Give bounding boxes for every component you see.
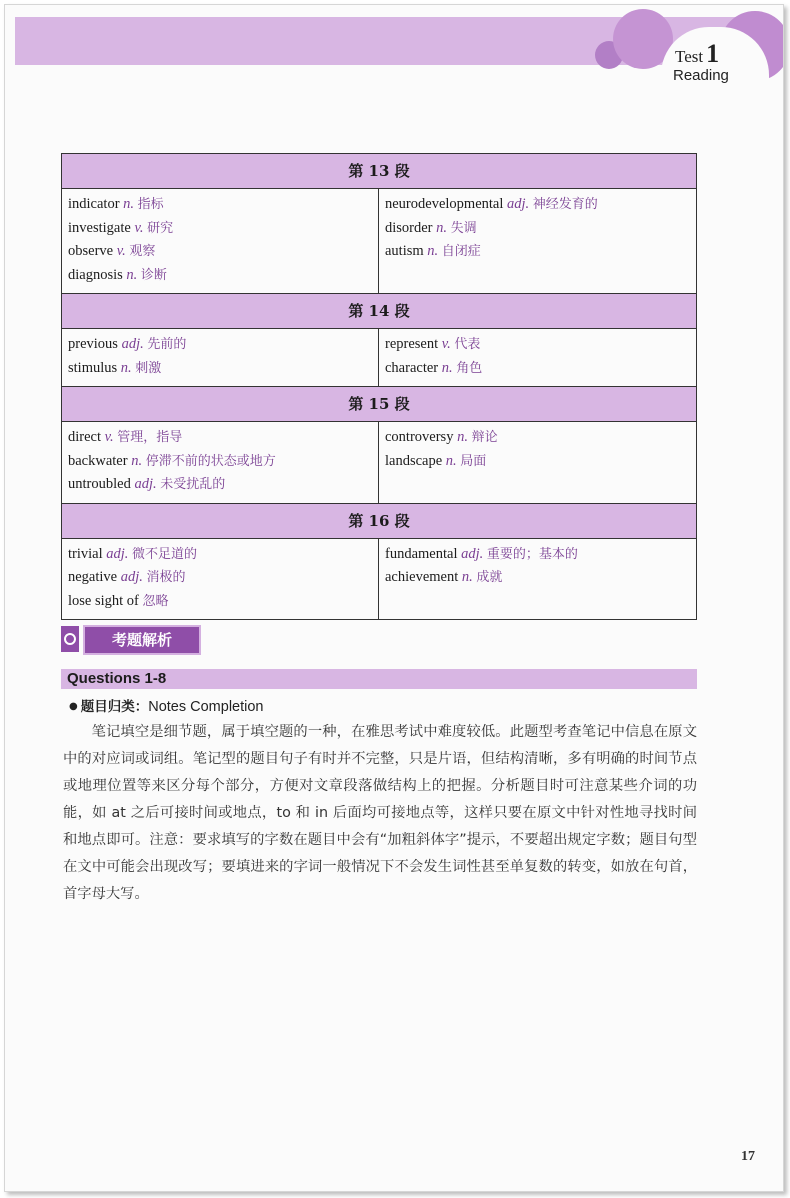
- vocab-meaning: 忽略: [142, 593, 169, 609]
- vocab-meaning: 管理，指导: [117, 430, 183, 445]
- vocab-meaning: 角色: [456, 360, 483, 376]
- vocab-meaning: 代表: [454, 337, 481, 352]
- vocab-entry: [68, 450, 372, 474]
- questions-heading: Questions 1-8: [61, 669, 697, 689]
- section-label: Reading: [673, 67, 729, 84]
- vocab-meaning: 自闭症: [441, 244, 481, 259]
- vocab-entry: [68, 590, 372, 614]
- vocab-word: negative: [68, 569, 121, 585]
- vocab-meaning: 未受扰乱的: [160, 477, 226, 492]
- analysis-paragraph: 笔记填空是细节题，属于填空题的一种，在雅思考试中难度较低。此题型考查笔记中信息在原文中的对应词或词组。笔记型的题目句子有时并不完整，只是片语，但结构清晰，多有明确的时间节点或地理位置等来区分每个部分，方便对文章段落做结构上的把握。分析题目时可注意某些介词的功能，如 at 之后可接时间或地点，to 和 in 后面均可接地点等，这样只要在原文中针对性地寻找时间和地点即可。注意：要求填写的字数在题目中会有“加粗斜体字”提示，不要超出规定字数；题目句型在文中可能会出现改写；要填进来的字词一般情况下不会发生词性甚至单复数的转变，如放在句首，首字母大写。: [63, 724, 697, 902]
- vocab-meaning: 研究: [147, 220, 174, 236]
- book-page: [4, 4, 784, 1192]
- test-word: Test: [675, 47, 704, 66]
- vocab-cell-left: [62, 329, 379, 387]
- vocab-cell-right: [379, 538, 697, 620]
- vocab-entry: [385, 357, 690, 381]
- vocab-part-of-speech: n.: [441, 359, 457, 376]
- vocab-word: direct: [68, 429, 105, 445]
- vocab-cell-left: [62, 422, 379, 504]
- circle-bullet-icon: [61, 626, 79, 652]
- vocab-part-of-speech: v.: [441, 336, 455, 352]
- vocab-meaning: 停滞不前的状态或地方: [145, 453, 276, 469]
- vocab-cell-right: [379, 189, 697, 294]
- vocab-part-of-speech: adj.: [134, 476, 161, 492]
- vocab-part-of-speech: n.: [123, 196, 138, 212]
- paragraph-heading: 第 13 段: [62, 154, 697, 189]
- vocab-word: neurodevelopmental: [385, 196, 507, 212]
- vocab-word: landscape: [385, 452, 446, 469]
- section-title: 考题解析: [83, 625, 201, 655]
- vocab-part-of-speech: adj.: [121, 336, 148, 352]
- vocab-meaning: 微不足道的: [132, 546, 198, 562]
- vocab-word: backwater: [68, 452, 132, 469]
- vocab-part-of-speech: n.: [457, 429, 472, 445]
- vocab-part-of-speech: n.: [436, 219, 451, 236]
- vocab-meaning: 指标: [137, 197, 164, 212]
- vocab-word: indicator: [68, 196, 124, 212]
- vocab-entry: [385, 193, 690, 217]
- vocab-entry: [385, 240, 690, 264]
- vocab-word: character: [385, 359, 442, 376]
- paragraph-heading: 第 15 段: [62, 387, 697, 422]
- vocab-entry: [68, 264, 372, 288]
- vocab-word: achievement: [385, 569, 462, 585]
- vocab-meaning: 失调: [450, 220, 477, 236]
- vocab-cell-right: [379, 329, 697, 387]
- vocab-meaning: 消极的: [146, 570, 186, 585]
- vocab-meaning: 辩论: [471, 430, 498, 445]
- vocab-word: controversy: [385, 429, 458, 445]
- vocab-entry: [385, 333, 690, 357]
- vocab-entry: [385, 566, 690, 590]
- bullet-icon: ●: [69, 701, 78, 712]
- vocab-meaning: 刺激: [135, 360, 162, 376]
- vocab-word: autism: [385, 243, 428, 259]
- vocab-entry: [68, 426, 372, 450]
- vocab-meaning: 成就: [476, 570, 503, 585]
- page-number: 17: [741, 1149, 755, 1164]
- vocab-meaning: 重要的；基本的: [486, 546, 578, 562]
- vocab-entry: [68, 193, 372, 217]
- vocab-cell-left: [62, 189, 379, 294]
- vocab-word: disorder: [385, 219, 437, 236]
- test-number: 1: [706, 39, 720, 68]
- vocab-meaning: 神经发育的: [532, 197, 598, 212]
- paragraph-heading: 第 14 段: [62, 294, 697, 329]
- vocab-part-of-speech: n.: [131, 452, 146, 469]
- vocab-entry: [68, 240, 372, 264]
- category-label: 题目归类：: [80, 699, 149, 715]
- vocab-entry: [68, 543, 372, 567]
- vocab-word: lose sight of: [68, 592, 143, 609]
- vocab-entry: [68, 566, 372, 590]
- vocab-word: diagnosis: [68, 266, 127, 283]
- vocab-part-of-speech: v.: [116, 243, 130, 259]
- vocab-part-of-speech: adj.: [461, 545, 487, 562]
- vocab-part-of-speech: n.: [427, 243, 442, 259]
- vocab-meaning: 诊断: [140, 267, 167, 283]
- vocab-entry: [68, 473, 372, 497]
- vocab-part-of-speech: adj.: [507, 196, 533, 212]
- vocab-meaning: 观察: [129, 244, 156, 259]
- vocab-word: untroubled: [68, 476, 135, 492]
- vocab-part-of-speech: v.: [104, 429, 118, 445]
- vocab-entry: [385, 217, 690, 241]
- vocab-word: stimulus: [68, 359, 121, 376]
- vocab-part-of-speech: n.: [461, 569, 477, 585]
- vocab-entry: [385, 426, 690, 450]
- paragraph-heading: 第 16 段: [62, 503, 697, 538]
- vocab-part-of-speech: adj.: [106, 545, 133, 562]
- vocab-entry: [385, 450, 690, 474]
- vocab-word: investigate: [68, 219, 135, 236]
- vocab-part-of-speech: adj.: [120, 569, 147, 585]
- vocab-entry: [385, 543, 690, 567]
- vocab-word: represent: [385, 336, 442, 352]
- vocab-meaning: 先前的: [147, 337, 187, 352]
- vocab-part-of-speech: n.: [445, 452, 461, 469]
- question-category: [69, 695, 263, 715]
- vocab-entry: [68, 357, 372, 381]
- vocab-entry: [68, 333, 372, 357]
- vocab-meaning: 局面: [460, 453, 487, 469]
- vocab-word: observe: [68, 243, 117, 259]
- vocab-word: trivial: [68, 545, 107, 562]
- vocab-part-of-speech: v.: [134, 219, 148, 236]
- vocab-entry: [68, 217, 372, 241]
- vocab-part-of-speech: n.: [126, 266, 141, 283]
- test-label: [675, 39, 719, 69]
- vocab-word: previous: [68, 336, 122, 352]
- vocab-word: fundamental: [385, 545, 462, 562]
- vocab-cell-right: [379, 422, 697, 504]
- vocabulary-table: [61, 153, 697, 620]
- vocab-part-of-speech: n.: [120, 359, 136, 376]
- vocab-cell-left: [62, 538, 379, 620]
- category-value: Notes Completion: [148, 699, 264, 715]
